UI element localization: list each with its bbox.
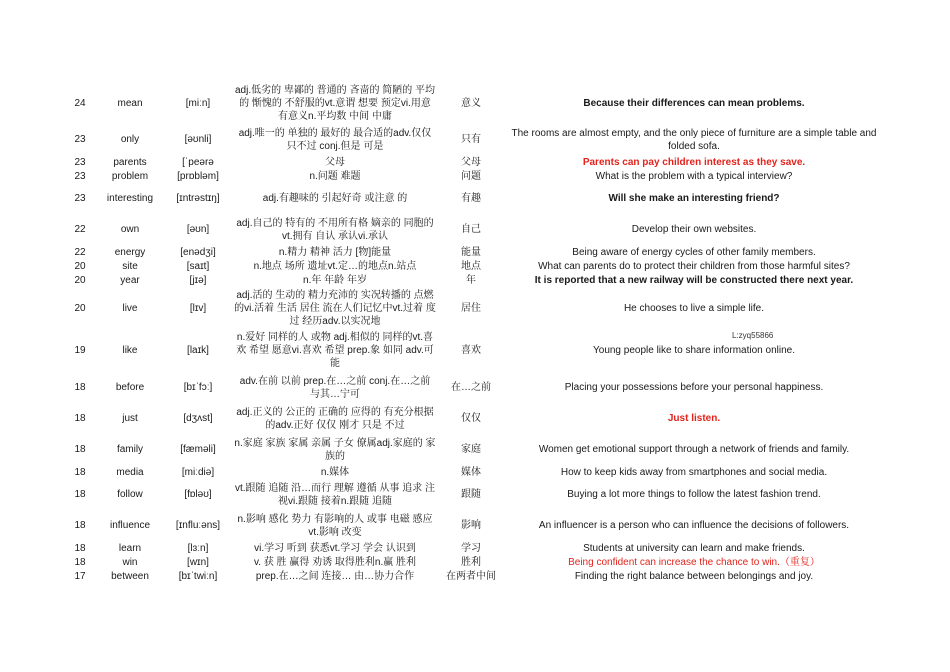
table-row <box>62 155 882 169</box>
chinese-meaning-cell: 意义 <box>461 97 481 109</box>
example-sentence-cell: Being aware of energy cycles of other family members. <box>572 246 816 258</box>
definition-cell: n.地点 场所 遗址vt.定…的地点n.站点 <box>253 260 417 272</box>
table-row <box>62 372 882 403</box>
definition-cell: adj.低劣的 卑鄙的 普通的 吝啬的 简陋的 平均的 惭愧的 不舒服的vt.意谓 想要 预定vi.用意 有意义n.平均数 中间 中庸 <box>234 84 435 122</box>
chinese-meaning-cell: 在两者中间 <box>446 570 496 582</box>
chinese-meaning-cell: 年 <box>466 274 476 286</box>
chinese-meaning-cell: 问题 <box>461 170 481 182</box>
word-cell: energy <box>114 246 146 258</box>
chinese-meaning-cell: 自己 <box>461 224 481 235</box>
word-cell: just <box>122 413 138 424</box>
definition-cell: adj.有趣味的 引起好奇 或注意 的 <box>262 193 408 204</box>
chinese-meaning-cell: 仅仅 <box>461 413 481 424</box>
definition-cell: adj.活的 生动的 精力充沛的 实况转播的 点燃的vi.活着 生活 居住 流在人们记忆中vt.过着 度过 经历adv.以实况地 <box>234 289 436 327</box>
word-cell: influence <box>109 520 151 531</box>
definition-cell: adj.自己的 特有的 不用所有格 嫡亲的 同胞的vt.拥有 自认 承认vi.承认 <box>236 217 434 242</box>
frequency-cell: 23 <box>74 134 86 145</box>
word-cell: win <box>122 556 138 568</box>
table-row <box>62 403 882 434</box>
table-row <box>62 245 882 259</box>
phonetic-cell: [ɪnfluːəns] <box>175 520 221 531</box>
example-sentence-cell: Buying a lot more things to follow the latest fashion trend. <box>567 489 821 500</box>
definition-cell: adj.唯一的 单独的 最好的 最合适的adv.仅仅 只不过 conj.但是 可是 <box>238 127 432 152</box>
chinese-meaning-cell: 喜欢 <box>461 345 481 356</box>
word-cell: before <box>115 382 145 393</box>
example-sentence-cell: An influencer is a person who can influence the decisions of followers. <box>538 520 850 531</box>
frequency-cell: 18 <box>74 466 86 478</box>
phonetic-cell: [wɪn] <box>187 556 209 568</box>
word-cell: learn <box>118 542 142 554</box>
example-sentence-cell: Women get emotional support through a network of friends and family. <box>538 444 850 455</box>
chinese-meaning-cell: 有趣 <box>461 193 481 204</box>
example-sentence-cell: What can parents do to protect their children from those harmful sites? <box>538 260 850 272</box>
definition-cell: n.年 年龄 年岁 <box>303 274 367 286</box>
frequency-cell: 18 <box>74 382 86 393</box>
frequency-cell: 20 <box>74 260 86 272</box>
phonetic-cell: [miːdiə] <box>181 466 215 478</box>
definition-cell: vt.跟随 追随 沿…而行 理解 遵循 从事 追求 注视vi.跟随 接着n.跟随 追随 <box>234 482 435 507</box>
example-sentence-cell: Just listen. <box>667 413 721 424</box>
example-sentence-cell: Parents can pay children interest as they save. <box>582 156 806 168</box>
example-sentence-cell: Will she make an interesting friend? <box>608 193 780 204</box>
word-cell: mean <box>117 97 143 109</box>
word-cell: follow <box>117 489 143 500</box>
definition-cell: n.媒体 <box>320 466 350 478</box>
phonetic-cell: [prɒbləm] <box>177 170 219 182</box>
frequency-cell: 18 <box>74 444 86 455</box>
example-sentence-cell: Because their differences can mean problems. <box>583 97 805 109</box>
table-row <box>62 273 882 287</box>
frequency-cell: 18 <box>74 489 86 500</box>
frequency-cell: 18 <box>74 413 86 424</box>
word-cell: own <box>120 224 140 235</box>
phonetic-cell: [ˈpeərə <box>182 156 214 168</box>
word-cell: media <box>116 466 144 478</box>
chinese-meaning-cell: 在…之前 <box>451 382 491 393</box>
frequency-cell: 18 <box>74 556 86 568</box>
chinese-meaning-cell: 父母 <box>461 156 481 168</box>
table-row <box>62 465 882 479</box>
example-sentence-cell: Finding the right balance between belongings and joy. <box>574 570 814 582</box>
chinese-meaning-cell: 能量 <box>461 246 481 258</box>
chinese-meaning-cell: 地点 <box>461 260 481 272</box>
chinese-meaning-cell: 跟随 <box>461 489 481 500</box>
frequency-cell: 22 <box>74 224 86 235</box>
phonetic-cell: [bɪˈtwiːn] <box>178 570 218 582</box>
table-row <box>62 569 882 583</box>
definition-cell: 父母 <box>325 156 345 168</box>
chinese-meaning-cell: 只有 <box>461 134 481 145</box>
word-cell: like <box>122 345 138 356</box>
table-row <box>62 214 882 245</box>
example-sentence-cell: What is the problem with a typical interview? <box>595 170 793 182</box>
word-cell: year <box>120 274 140 286</box>
definition-cell: vi.学习 听到 获悉vt.学习 学会 认识到 <box>254 542 416 554</box>
table-row <box>62 259 882 273</box>
word-cell: live <box>122 302 138 314</box>
frequency-cell: 19 <box>74 345 86 356</box>
example-sentence-cell: Placing your possessions before your personal happiness. <box>564 382 824 393</box>
frequency-cell: 23 <box>74 156 86 168</box>
chinese-meaning-cell: 影响 <box>461 520 481 531</box>
table-row <box>62 434 882 465</box>
phonetic-cell: [lɪv] <box>189 302 207 314</box>
frequency-cell: 22 <box>74 246 86 258</box>
phonetic-cell: [fɒləʊ] <box>184 489 212 500</box>
example-sentence-cell: He chooses to live a simple life. <box>623 302 765 314</box>
frequency-cell: 20 <box>74 302 86 314</box>
chinese-meaning-cell: 学习 <box>461 542 481 554</box>
definition-cell: n.影响 感化 势力 有影响的人 或事 电磁 感应vt.影响 改变 <box>237 513 433 538</box>
phonetic-cell: [miːn] <box>185 97 211 109</box>
definition-cell: n.问题 难题 <box>309 170 361 182</box>
phonetic-cell: [lɜːn] <box>187 542 209 554</box>
frequency-cell: 17 <box>74 570 86 582</box>
example-sentence-cell: Being confident can increase the chance to win.（重复） <box>568 556 820 568</box>
table-row <box>62 510 882 541</box>
chinese-meaning-cell: 胜利 <box>461 556 481 568</box>
phonetic-cell: [laɪk] <box>187 345 209 356</box>
definition-cell: adv.在前 以前 prep.在…之前 conj.在…之前 与其…宁可 <box>239 375 431 400</box>
word-cell: only <box>120 134 140 145</box>
definition-cell: n.家庭 家族 家属 亲属 子女 僚属adj.家庭的 家族的 <box>234 437 436 462</box>
table-row <box>62 555 882 569</box>
example-sentence-cell: Students at university can learn and make friends. <box>583 542 805 554</box>
table-row <box>62 183 882 214</box>
example-sentence-cell: How to keep kids away from smartphones and social media. <box>560 466 828 478</box>
definition-cell: v. 获 胜 赢得 劝诱 取得胜利n.赢 胜利 <box>253 556 417 568</box>
table-row <box>62 169 882 183</box>
phonetic-cell: [fæməli] <box>180 444 216 455</box>
word-cell: site <box>122 260 138 272</box>
definition-cell: n.精力 精神 活力 [物]能量 <box>278 246 392 258</box>
table-row <box>62 82 882 124</box>
word-cell: family <box>116 444 144 455</box>
frequency-cell: 23 <box>74 170 86 182</box>
frequency-cell: 23 <box>74 193 86 204</box>
definition-cell: adj.正义的 公正的 正确的 应得的 有充分根据的adv.正好 仅仅 刚才 只是 不过 <box>236 406 434 431</box>
table-row <box>62 124 882 155</box>
phonetic-cell: [enədʒi] <box>180 246 216 258</box>
frequency-cell: 18 <box>74 542 86 554</box>
phonetic-cell: [əʊnli] <box>184 134 212 145</box>
definition-cell: prep.在…之间 连接… 由…协力合作 <box>255 570 415 582</box>
example-sentence-cell: The rooms are almost empty, and the only piece of furniture are a simple table and folded sofa. <box>511 127 877 152</box>
frequency-cell: 18 <box>74 520 86 531</box>
table-row <box>62 287 882 329</box>
example-sentence-cell: Young people like to share information online. <box>593 345 795 356</box>
chinese-meaning-cell: 媒体 <box>461 466 481 478</box>
word-cell: interesting <box>106 193 154 204</box>
phonetic-cell: [bɪˈfɔː] <box>183 382 213 393</box>
phonetic-cell: [əʊn] <box>186 224 210 235</box>
watermark: L:zyq55866 <box>732 331 774 340</box>
phonetic-cell: [ɪntrəstɪŋ] <box>176 193 220 204</box>
table-row <box>62 479 882 510</box>
phonetic-cell: [dʒʌst] <box>183 413 213 424</box>
word-cell: problem <box>111 170 149 182</box>
word-cell: between <box>111 570 149 582</box>
chinese-meaning-cell: 家庭 <box>461 444 481 455</box>
chinese-meaning-cell: 居住 <box>461 302 481 314</box>
frequency-cell: 24 <box>74 97 86 109</box>
phonetic-cell: [saɪt] <box>186 260 210 272</box>
example-sentence-cell: It is reported that a new railway will be constructed there next year. <box>534 274 854 286</box>
word-cell: parents <box>113 156 147 168</box>
table-row <box>62 541 882 555</box>
example-sentence-cell: Develop their own websites. <box>631 224 757 235</box>
phonetic-cell: [jɪə] <box>189 274 207 286</box>
frequency-cell: 20 <box>74 274 86 286</box>
definition-cell: n.爱好 同样的人 或物 adj.相似的 同样的vt.喜欢 希望 愿意vi.喜欢 希望 prep.象 如同 adv.可能 <box>236 332 434 369</box>
